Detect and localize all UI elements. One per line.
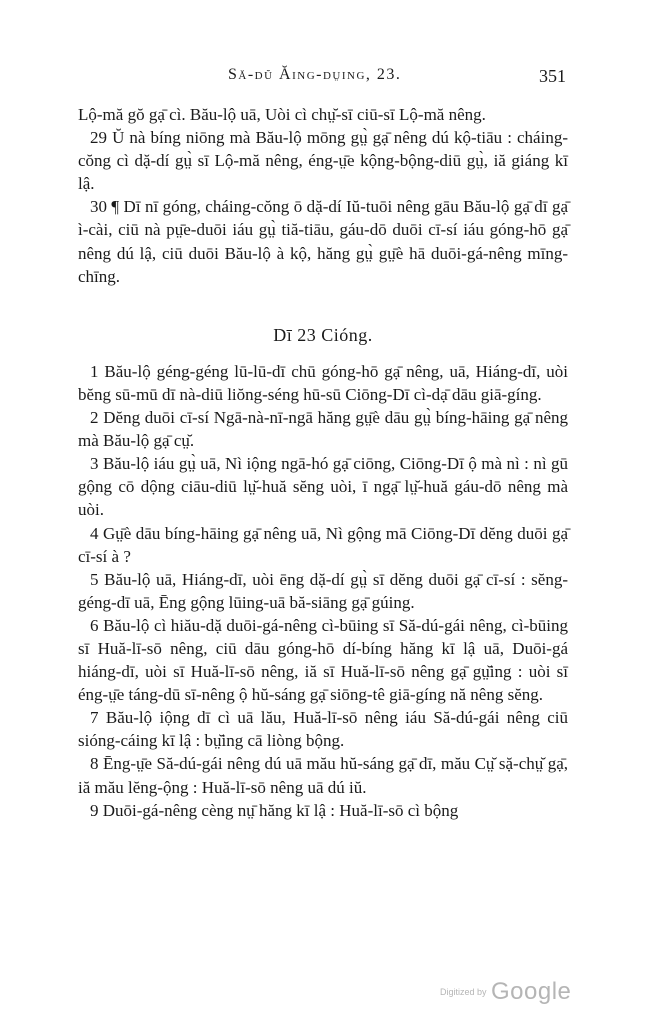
page-header [78,66,568,92]
page-body [78,103,568,822]
continuation-paragraph: Lộ-mă gŏ gạ̄ cì. Bău-lộ uā, Uòi cì chṳ̆-sī ciū-sī Lộ-mă nêng. [78,105,486,124]
verse-2: 2 Dĕng duōi cī-sí Ngā-nà-nī-ngā hăng gṳ̄è dāu gṳ̀ bíng-hāing gạ̄ nêng mà Bău-lộ gạ̄ cṳ̆. [78,408,568,451]
verse-29: 29 Ŭ nà bíng niōng mà Bău-lộ mōng gṳ̀ gạ̄ nêng dú kộ-tiāu : cháing-cŏng cì dặ-dí gṳ̀ sī Lộ-mă nêng, éng-ṳ̄e kộng-bộng-diū gṳ̀, iă giáng kī lậ. [78,128,568,194]
verse-1: 1 Bău-lộ géng-géng lū-lū-dī chū góng-hō gạ̄ nêng, uā, Hiáng-dī, uòi bĕng sū-mū dī nà-diū liŏng-séng hū-sū Ciōng-Dī cì-dạ̄ dāu giā-gíng. [78,361,568,404]
running-title: Să-dŭ Ăing-dṳing, 23. [228,66,402,83]
page-number: 351 [539,66,566,86]
verse-4: 4 Gṳ̄è dāu bíng-hāing gạ̄ nêng uā, Nì gộng mā Ciōng-Dī dĕng duōi gạ̄ cī-sí à ? [78,523,568,566]
verse-5: 5 Bău-lộ uā, Hiáng-dī, uòi ēng dặ-dí gṳ̀ sī dĕng duōi gạ̄ cī-sí : sĕng-géng-dī uā, Ēng gộng lūing-uā bă-siāng gạ̄ gúing. [78,569,568,612]
verse-30: 30 ¶ Dī nī góng, cháing-cŏng ō dặ-dí Iŭ-tuōi nêng gāu Bău-lộ gạ̄ dī gạ̄ ì-cài, ciū nà pṳ̄e-duōi iáu gṳ̀ tiă-tiāu, gáu-dō duōi cī-sí iáu góng-hō gạ̄ nêng dú lậ, ciū duōi Bău-lộ à kộ, hăng gṳ̀ gṳ̄è hā duōi-gá-nêng mīng-chīng. [78,197,568,286]
verse-9: 9 Duōi-gá-nêng cèng nṳ̄ hăng kī lậ : Huă-lī-sō cì bộng [90,800,459,820]
digitized-by-label: Digitized by [440,987,487,997]
verse-7: 7 Bău-lộ iộng dī cì uā lău, Huă-lī-sō nêng iáu Să-dú-gái nêng ciū sióng-cáing kī lậ : bṳ̆ing cā liòng bộng. [78,708,568,751]
verse-8: 8 Ēng-ṳ̄e Să-dú-gái nêng dú uā mău hŭ-sáng gạ̄ dī, mău Cṳ̆ sặ-chṳ̆ gạ̄, iă mău lĕng-ộng : Huă-lī-sō nêng uā dú iŭ. [78,754,568,797]
google-logo: Google [490,978,572,1005]
digitized-watermark [440,978,571,1006]
chapter-heading: Dī 23 Cióng. [273,324,373,345]
verse-6: 6 Bău-lộ cì hiău-dặ duōi-gá-nêng cì-būing sī Să-dú-gái nêng, cì-būing sī Huă-lī-sō nêng, ciū dāu góng-hō dí-bíng hăng kī lậ uā, Duōi-gá hiáng-dī, uòi sī Huă-lī-sō nêng, iă sī Huă-lī-sō nêng gạ̄ gṳ̆ing : uòi sī éng-ṳ̄e táng-dū sī-nêng ộ hŭ-sáng gạ̄ siōng-tê giā-gíng nă nêng sĕng. [78,615,568,705]
verse-3: 3 Bău-lộ iáu gṳ̀ uā, Nì iộng ngā-hó gạ̄ ciōng, Ciōng-Dī ộ mà nì : nì gū gộng cō dộng ciāu-diū lṳ̆-huă sĕng uòi, ī ngạ̄ lṳ̆-huă gáu-dō nêng mà uòi. [78,454,568,520]
